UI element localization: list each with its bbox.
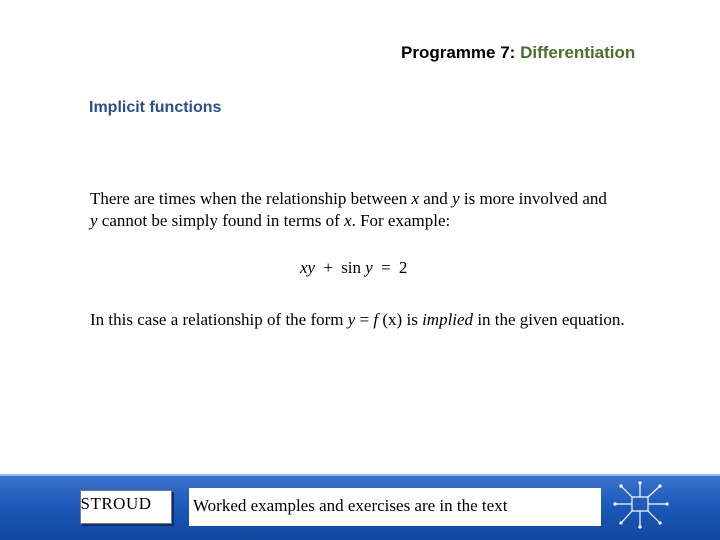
eq-operator: = [381,258,391,277]
var-y: y [347,310,356,329]
eq-term: y [365,258,373,277]
var-f: f [373,310,379,329]
example-equation [300,258,407,278]
network-logo-icon [612,480,670,530]
text-run: and [419,189,453,208]
var-x: x [344,211,352,230]
eq-function: sin [341,258,362,277]
text-run: (x) [378,310,403,329]
footer-divider [0,474,720,476]
text-run: = [355,310,374,329]
footer-note: Worked examples and exercises are in the text [193,496,508,515]
text-run: In this case a relationship of the form [90,310,348,329]
stroud-label: STROUD [80,494,152,513]
text-run: cannot be simply found in terms of [97,211,345,230]
slide-header [401,43,635,63]
emphasis-implied: implied [422,310,474,329]
text-run: is [402,310,423,329]
text-run: in the given equation. [473,310,625,329]
var-y: y [452,189,460,208]
eq-operator: + [323,258,333,277]
programme-label: Programme 7: [401,43,516,62]
implied-paragraph [90,309,650,331]
eq-term: xy [300,258,316,277]
var-x: x [411,189,420,208]
text-run: There are times when the relationship between [90,189,412,208]
text-run: . For example: [351,211,451,230]
eq-constant: 2 [398,258,408,277]
text-run: is more involved and [459,189,607,208]
var-y: y [90,211,98,230]
section-title: Implicit functions [89,99,222,116]
intro-paragraph [90,188,650,232]
topic-label: Differentiation [520,43,636,62]
